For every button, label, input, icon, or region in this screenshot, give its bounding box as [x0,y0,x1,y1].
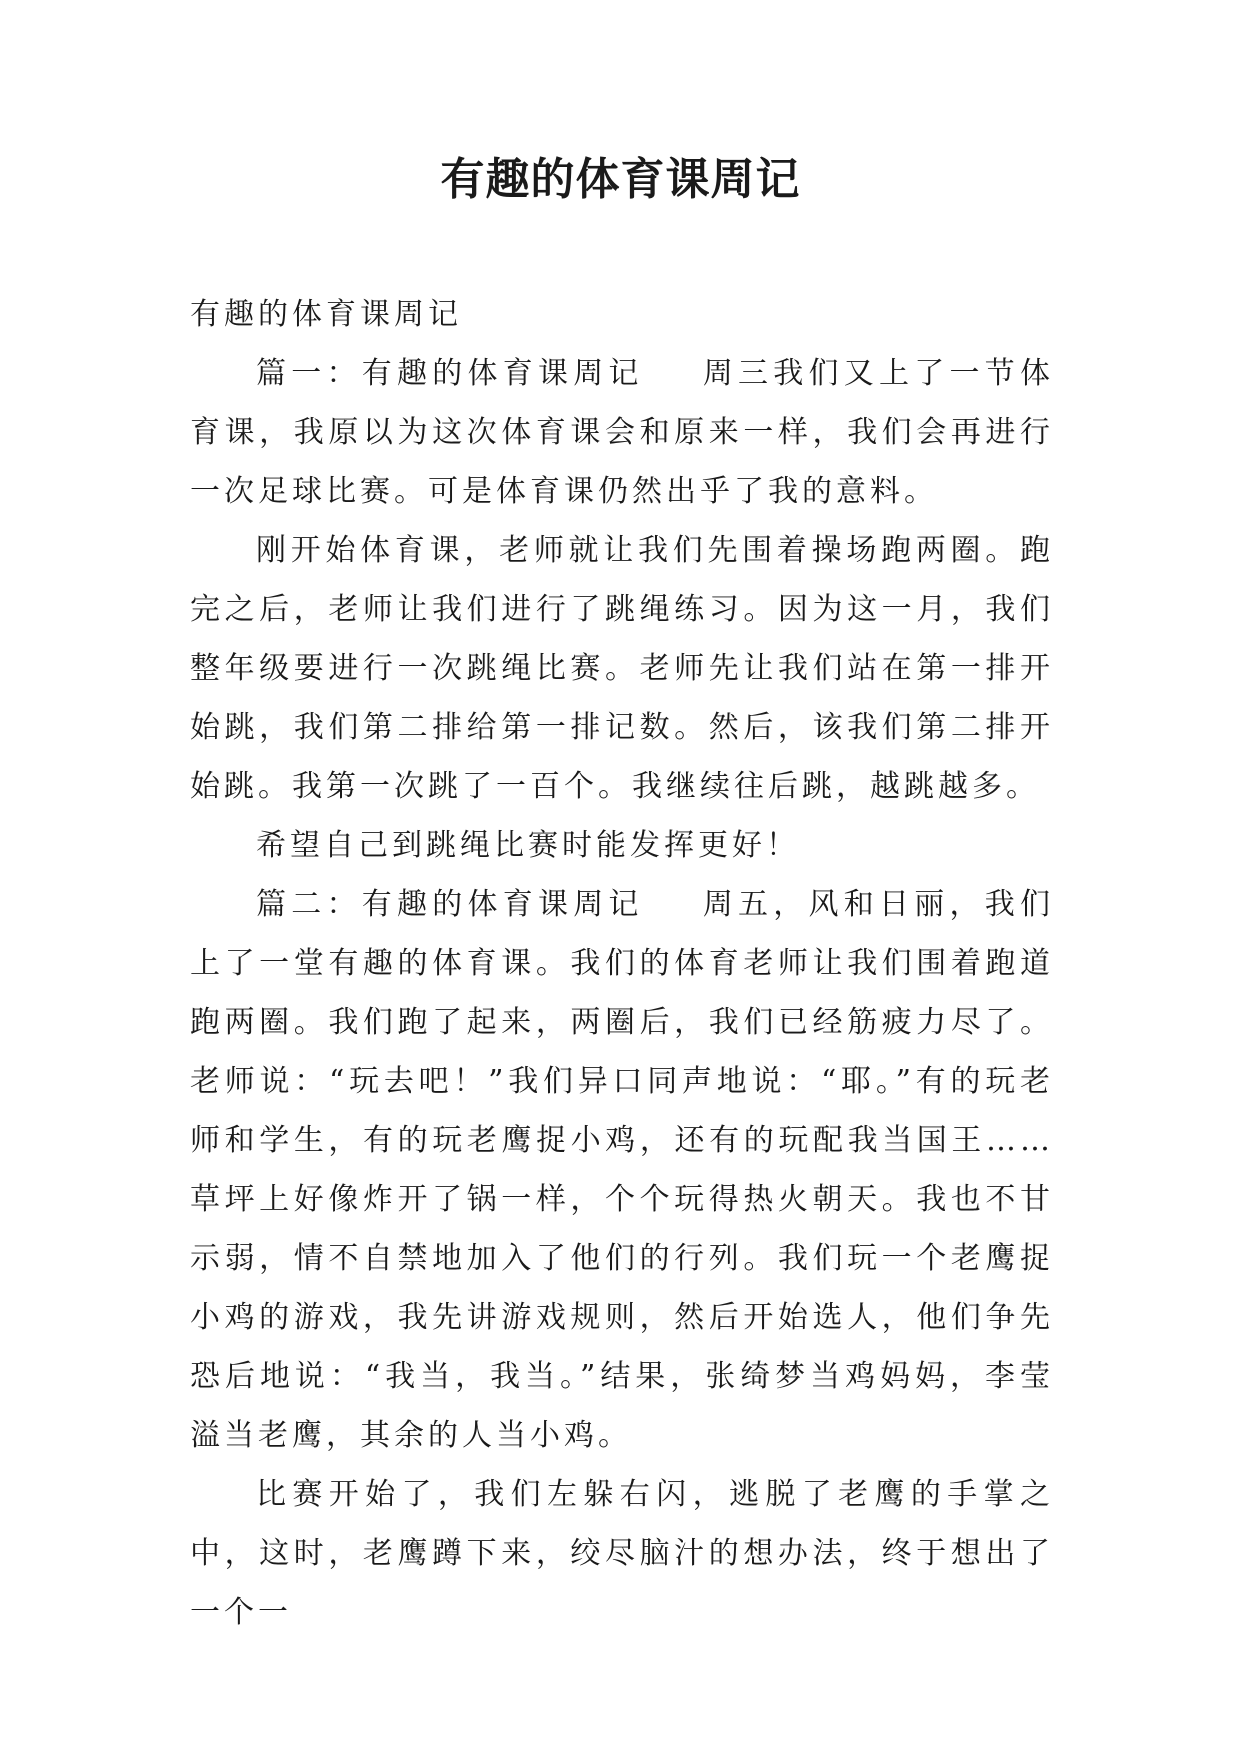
paragraph-5: 比赛开始了，我们左躲右闪，逃脱了老鹰的手掌之中，这时，老鹰蹲下来，绞尽脑汁的想办法，终于想出了一个一 [190,1477,1054,1630]
paragraph-1-text: 周三我们又上了一节体育课，我原以为这次体育课会和原来一样，我们会再进行一次足球比赛。可是体育课仍然出乎了我的意料。 [190,356,1055,509]
heading-gap [644,887,703,922]
paragraph-4-text: 周五，风和日丽，我们上了一堂有趣的体育课。我们的体育老师让我们围着跑道跑两圈。我们跑了起来，两圈后，我们已经筋疲力尽了。老师说：“玩去吧！”我们异口同声地说：“耶。”有的玩老师和学生，有的玩老鹰捉小鸡，还有的玩配我当国王……草坪上好像炸开了锅一样，个个玩得热火朝天。我也不甘示弱，情不自禁地加入了他们的行列。我们玩一个老鹰捉小鸡的游戏，我先讲游戏规则，然后开始选人，他们争先恐后地说：“我当，我当。”结果，张绮梦当鸡妈妈，李莹溢当老鹰，其余的人当小鸡。 [190,887,1055,1453]
document-subtitle: 有趣的体育课周记 [190,297,462,332]
paragraph-3: 希望自己到跳绳比赛时能发挥更好！ [256,828,800,863]
paragraph-4 [190,875,1054,1465]
heading-gap [644,356,703,391]
paragraph-1 [190,344,1054,521]
paragraph-2: 刚开始体育课，老师就让我们先围着操场跑两圈。跑完之后，老师让我们进行了跳绳练习。因为这一月，我们整年级要进行一次跳绳比赛。老师先让我们站在第一排开始跳，我们第二排给第一排记数。然后，该我们第二排开始跳。我第一次跳了一百个。我继续往后跳，越跳越多。 [190,533,1054,804]
document-title: 有趣的体育课周记 [440,154,801,205]
paragraph-1-heading: 篇一：有趣的体育课周记 [256,356,644,391]
paragraph-4-heading: 篇二：有趣的体育课周记 [256,887,644,922]
document-body [190,285,1054,1642]
